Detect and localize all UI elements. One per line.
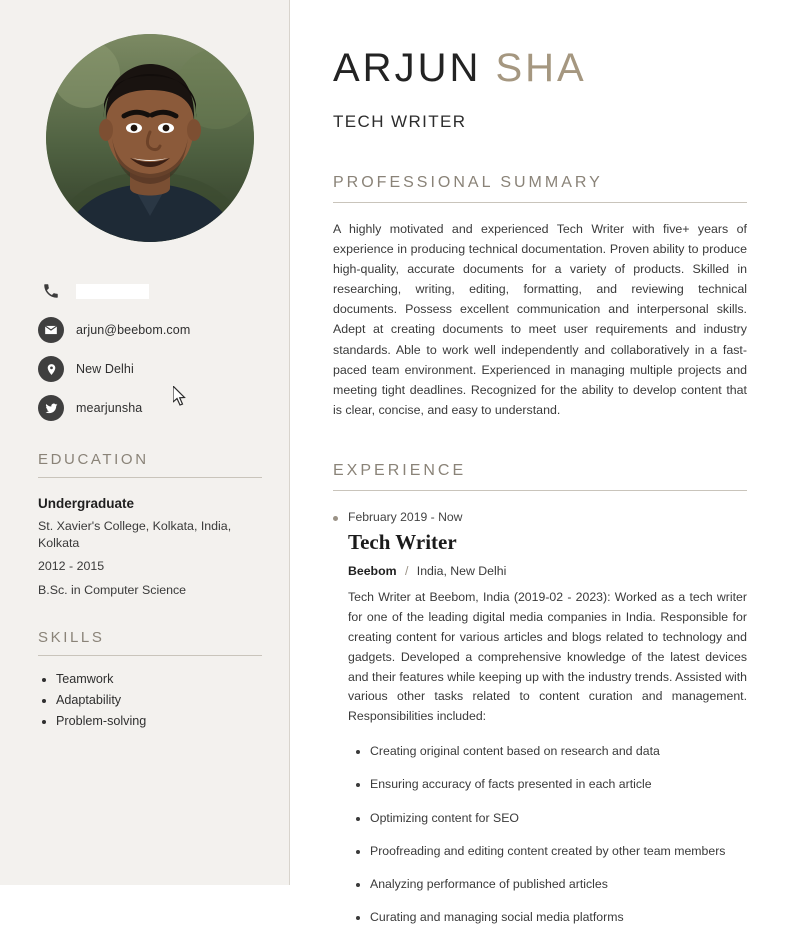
experience-company-line — [348, 564, 747, 578]
experience-description: Tech Writer at Beebom, India (2019-02 - 2023): Worked as a tech writer for one of the leading digital media companies in India. Responsible for creating content for various articles and blogs related to technology and gadgets. Developed a comprehensive knowledge of the latest devices and their features while keeping up with the industry trends. Assisted with various other tasks related to content curation and management. Responsibilities included: — [348, 589, 747, 724]
separator: / — [404, 563, 409, 578]
contact-twitter — [38, 395, 262, 421]
contact-location-value: New Delhi — [76, 362, 134, 376]
contact-phone-value — [76, 284, 149, 299]
experience-location: India, New Delhi — [416, 563, 507, 578]
list-item: • Curating and managing social media platforms — [370, 909, 747, 926]
experience-role: Tech Writer — [348, 529, 457, 554]
summary-heading: PROFESSIONAL SUMMARY — [333, 174, 747, 203]
education-heading: EDUCATION — [38, 451, 262, 478]
contact-phone — [38, 278, 262, 304]
list-item: • Teamwork — [56, 672, 262, 686]
education-entry — [38, 496, 262, 599]
contact-twitter-value: mearjunsha — [76, 401, 143, 415]
experience-date-range: February 2019 - Now — [348, 509, 463, 524]
experience-heading: EXPERIENCE — [333, 462, 747, 491]
last-name: SHA — [495, 46, 587, 90]
experience-company: Beebom — [348, 563, 397, 578]
avatar — [46, 34, 254, 242]
list-item: • Optimizing content for SEO — [370, 810, 747, 827]
contact-email-value: arjun@beebom.com — [76, 323, 191, 337]
sidebar — [0, 0, 290, 885]
twitter-icon — [38, 395, 64, 421]
education-field: B.Sc. in Computer Science — [38, 583, 187, 598]
profile-photo-illustration — [46, 34, 254, 242]
contact-location — [38, 356, 262, 382]
phone-icon — [38, 278, 64, 304]
page-title — [333, 48, 747, 88]
summary-text: A highly motivated and experienced Tech Writer with five+ years of experience in producing technical documentation. Proven ability to produce high-quality, accurate documents for a variety of products. Skilled in researching, writing, editing, formatting, and reviewing technical documents. Possess excellent communication and interpersonal skills. Adept at creating documents to meet user requirements and industry standards. Able to work well independently and collaboratively in a fast-paced team environment. Experienced in managing multiple projects and meeting tight deadlines. Recognized for the ability to develop content that is clear, concise, and easy to understand. — [333, 222, 747, 417]
experience-entry — [333, 510, 747, 927]
job-title: TECH WRITER — [333, 112, 467, 131]
skills-heading: SKILLS — [38, 629, 262, 656]
contact-email — [38, 317, 262, 343]
responsibilities-list — [348, 743, 747, 926]
list-item: • Ensuring accuracy of facts presented in each article — [370, 776, 747, 793]
bullet-icon — [333, 516, 338, 521]
education-degree: Undergraduate — [38, 496, 135, 511]
list-item: • Analyzing performance of published articles — [370, 876, 747, 893]
list-item: • Problem-solving — [56, 714, 262, 728]
first-name: ARJUN — [333, 46, 482, 90]
main-content — [290, 0, 787, 925]
map-pin-icon — [38, 356, 64, 382]
redacted-phone-block — [76, 284, 149, 299]
list-item: • Proofreading and editing content created by other team members — [370, 843, 747, 860]
education-years: 2012 - 2015 — [38, 559, 105, 574]
envelope-icon — [38, 317, 64, 343]
list-item: • Creating original content based on research and data — [370, 743, 747, 760]
contact-list — [38, 278, 262, 421]
list-item: • Adaptability — [56, 693, 262, 707]
education-institution: St. Xavier's College, Kolkata, India, Kolkata — [38, 519, 232, 550]
skills-list — [38, 672, 262, 728]
